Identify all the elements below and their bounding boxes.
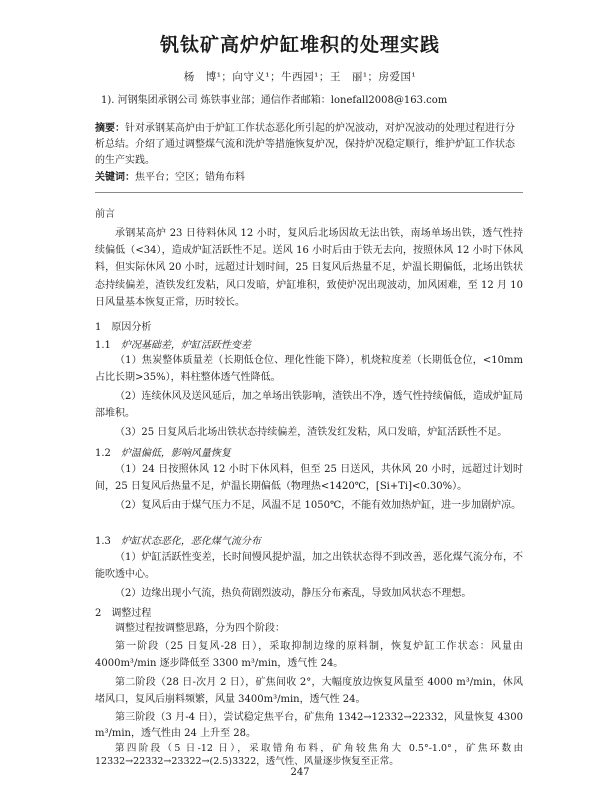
subsection-number: 1.1 bbox=[95, 340, 111, 351]
section-2-heading: 2 调整过程 bbox=[95, 608, 152, 619]
section-divider bbox=[95, 192, 523, 193]
preface-paragraph: 承钢某高炉 23 日待料休风 12 小时，复风后北场因故无法出铁，南场单场出铁，透气性持续偏低（<34），造成炉缸活跃性不足。送风 16 小时后由于铁无去向，按照休风 12 小时下休风料，但实际休风 20 小时，远超过计划时间，25 日复风后热量不足，炉温长期偏低，北场出铁状态持续偏差，渣铁发红发粘，风口发暗，炉缸堆积，致使炉况出现波动，加风困难，至 12 月 10 日风量基本恢复正常，历时较长。 bbox=[95, 228, 523, 308]
section-1-heading: 1 原因分析 bbox=[95, 322, 152, 333]
subsection-title: 炉况基础差，炉缸活跃性变差 bbox=[120, 340, 251, 351]
subsection-number: 1.3 bbox=[95, 536, 111, 547]
paper-title: 钒钛矿高炉炉缸堆积的处理实践 bbox=[159, 34, 440, 56]
preface-heading: 前言 bbox=[95, 209, 115, 220]
subsection-title: 炉温偏低，影响风量恢复 bbox=[120, 448, 231, 459]
subsection-1-2-heading bbox=[95, 444, 231, 459]
keywords-text: 焦平台；空区；错角布料 bbox=[135, 172, 245, 183]
author-list: 杨 博¹；向守义¹；牛西园¹；王 丽¹；房爱国¹ bbox=[183, 71, 417, 83]
paragraph-2-stage-3: 第三阶段（3 月-4 日），尝试稳定焦平台，矿焦角 1342→12332→22332，风量恢复 4300 m³/min，透气性由 24 上升至 28。 bbox=[95, 712, 523, 739]
page-number: 247 bbox=[290, 767, 310, 778]
paragraph-1-2-1: （1）24 日按照休风 12 小时下休风料，但至 25 日送风，共休风 20 小时，远超过计划时间，25 日复风后热量不足，炉温长期偏低（物理热<1420℃，[Si+Ti]<0.30%）。 bbox=[95, 464, 523, 493]
keywords-label: 关键词： bbox=[95, 172, 135, 183]
paragraph-1-2-2: （2）复风后由于煤气压力不足，风温不足 1050℃，不能有效加热炉缸，进一步加剧炉凉。 bbox=[115, 500, 522, 511]
abstract-text: 针对承钢某高炉由于炉缸工作状态恶化所引起的炉况波动，对炉况波动的处理过程进行分析总结。介绍了通过调整煤气流和洗炉等措施恢复炉况，保持炉况稳定顺行，维护炉缸工作状态的生产实践。 bbox=[95, 123, 515, 166]
paragraph-1-3-2: （2）边缘出现小气流，热负荷剧烈波动，静压分布紊乱，导致加风状态不理想。 bbox=[115, 588, 472, 599]
keywords bbox=[95, 170, 522, 186]
abstract-label: 摘要： bbox=[95, 123, 125, 134]
affiliation: 1). 河钢集团承钢公司 炼铁事业部；通信作者邮箱：lonefall2008@163.com bbox=[101, 95, 448, 106]
paragraph-1-1-1: （1）焦炭整体质量差（长期低仓位、理化性能下降），机烧粒度差（长期低仓位，<10mm 占比长期>35%），料柱整体透气性降低。 bbox=[95, 355, 523, 384]
paragraph-2-intro: 调整过程按调整思路，分为四个阶段： bbox=[115, 623, 285, 634]
paragraph-1-1-3: （3）25 日复风后北场出铁状态持续偏差，渣铁发红发粘，风口发暗，炉缸活跃性不足。 bbox=[115, 427, 508, 438]
subsection-title: 炉缸状态恶化，恶化煤气流分布 bbox=[120, 536, 261, 547]
subsection-1-1-heading bbox=[95, 336, 251, 351]
subsection-number: 1.2 bbox=[95, 448, 111, 459]
paragraph-2-stage-4: 第四阶段（5 日-12 日），采取错角布料，矿角较焦角大 0.5°-1.0°，矿焦环数由 12332→22332→23322→(2.5)3322，透气性、风量逐步恢复至正常。 bbox=[95, 743, 523, 767]
paragraph-1-1-2: （2）连续休风及送风延后，加之单场出铁影响，渣铁出不净，透气性持续偏低，造成炉缸局部堆积。 bbox=[95, 391, 523, 420]
paragraph-2-stage-2: 第二阶段（28 日-次月 2 日），矿焦间收 2°，大幅度放边恢复风量至 4000 m³/min，休风堵风口，复风后崩料频繁，风量 3400m³/min，透气性 24。 bbox=[95, 677, 523, 706]
subsection-1-3-heading bbox=[95, 532, 261, 547]
paragraph-2-stage-1: 第一阶段（25 日复风-28 日），采取抑制边缘的原料制，恢复炉缸工作状态：风量由 4000m³/min 逐步降低至 3300 m³/min，透气性 24。 bbox=[95, 641, 523, 670]
paragraph-1-3-1: （1）炉缸活跃性变差，长时间慢风提炉温，加之出铁状态得不到改善，恶化煤气流分布，不能吹透中心。 bbox=[95, 552, 523, 581]
abstract bbox=[95, 121, 522, 169]
